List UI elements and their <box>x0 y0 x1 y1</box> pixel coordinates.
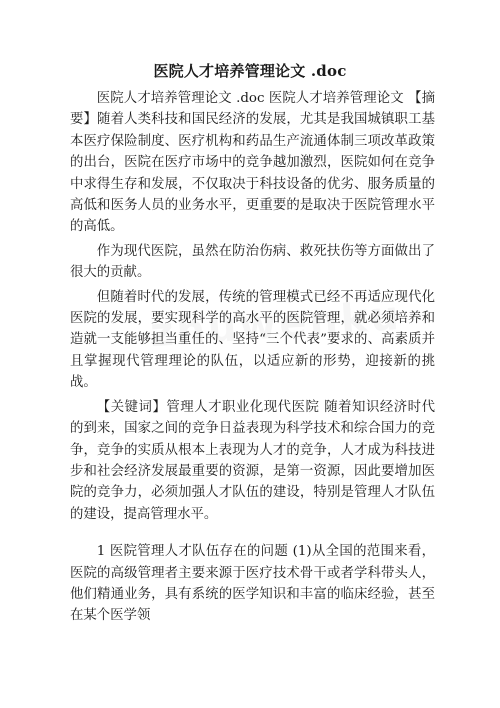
paragraph-section-1: 1 医院管理人才队伍存在的问题 (1)从全国的范围来看，医院的高级管理者主要来源于医疗技术骨干或者学科带头人，他们精通业务，具有系统的医学知识和丰富的临床经验，甚至在某个医学领 <box>70 544 435 624</box>
paragraph-contribution: 作为现代医院，虽然在防治伤病、救死扶伤等方面做出了很大的贡献。 <box>70 243 435 281</box>
document-body <box>70 88 435 630</box>
document-title: 医院人才培养管理论文 .doc <box>153 62 347 80</box>
paragraph-development: 但随着时代的发展，传统的管理模式已经不再适应现代化医院的发展，要实现科学的高水平的医院管理，就必须培养和造就一支能够担当重任的、坚持“三个代表”要求的、高素质并且掌握现代管理理论的队伍，以适应新的形势，迎接新的挑战。 <box>70 289 435 391</box>
paragraph-abstract: 医院人才培养管理论文 .doc 医院人才培养管理论文 【摘要】随着人类科技和国民经济的发展，尤其是我国城镇职工基本医疗保险制度、医疗机构和药品生产流通体制三项改革政策的出台，医院在医疗市场中的竞争越加激烈，医院如何在竞争中求得生存和发展，不仅取决于科技设备的优劣、服务质量的高低和医务人员的业务水平，更重要的是取决于医院管理水平的高低。 <box>70 91 435 235</box>
paragraph-keywords: 【关键词】管理人才职业化现代医院 随着知识经济时代的到来，国家之间的竞争日益表现为科学技术和综合国力的竞争，竞争的实质从根本上表现为人才的竞争，人才成为科技进步和社会经济发展最重要的资源，是第一资源，因此要增加医院的竞争力，必须加强人才队伍的建设，特别是管理人才队伍的建设，提高管理水平。 <box>70 399 435 522</box>
